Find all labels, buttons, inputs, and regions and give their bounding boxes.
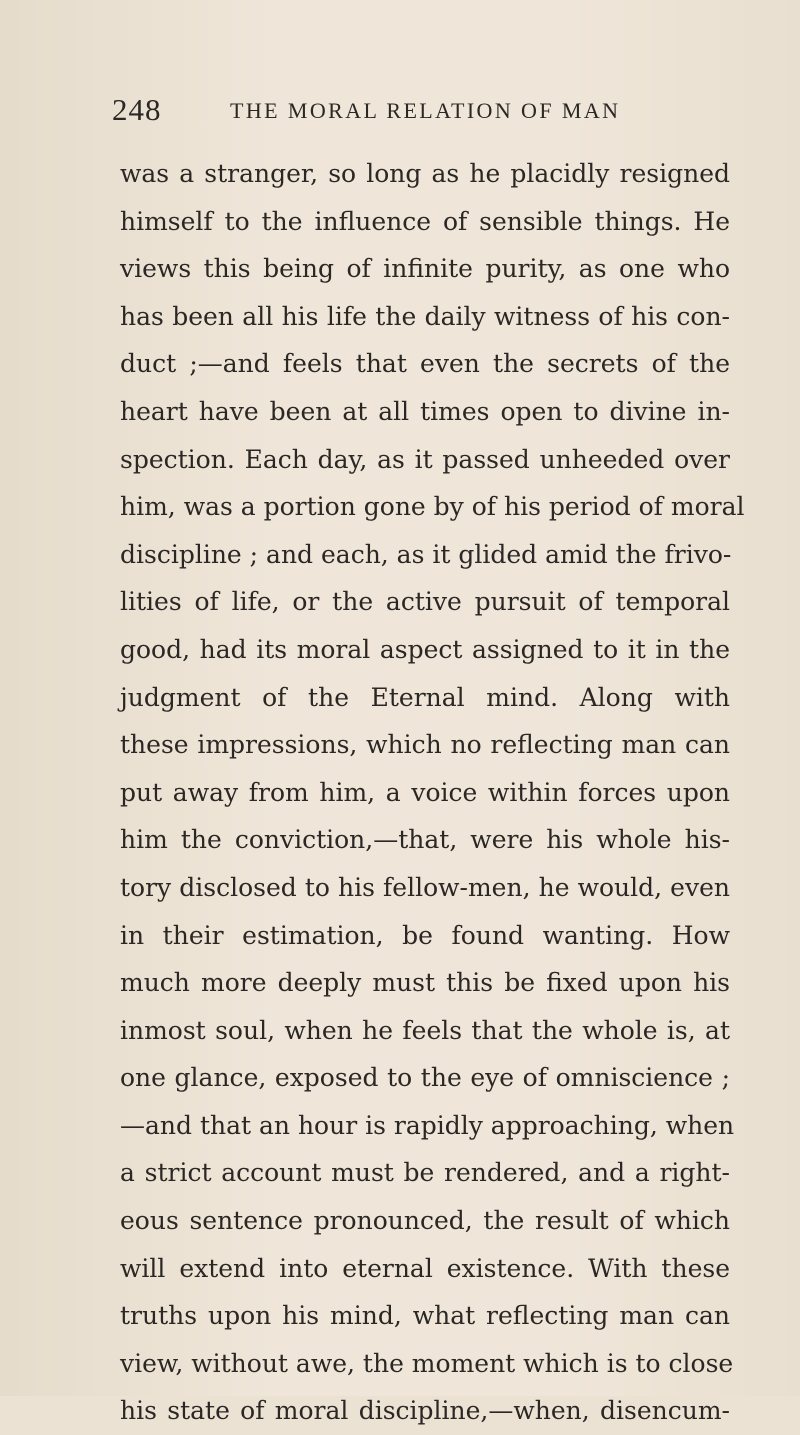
page-number: 248 xyxy=(112,92,162,127)
text-line: judgment of the Eternal mind. Along with xyxy=(120,682,730,712)
text-line: was a stranger, so long as he placidly resigned xyxy=(120,159,730,188)
text-line: view, without awe, the moment which is to close xyxy=(120,1348,734,1378)
text-line: —and that an hour is rapidly approaching, when xyxy=(120,1110,735,1140)
text-line: him, was a portion gone by of his period of moral xyxy=(120,492,745,522)
text-line: much more deeply must this be fixed upon his xyxy=(120,968,730,998)
text-line: his state of moral discipline,—when, disencum- xyxy=(120,1396,730,1426)
text-line: lities of life, or the active pursuit of temporal xyxy=(120,587,730,617)
text-line: spection. Each day, as it passed unheeded over xyxy=(120,444,730,474)
text-line: in their estimation, be found wanting. How xyxy=(120,920,730,950)
text-line: discipline ; and each, as it glided amid the frivo- xyxy=(120,539,732,569)
text-line: these impressions, which no reflecting man can xyxy=(120,730,730,760)
text-line: truths upon his mind, what reflecting man can xyxy=(120,1301,730,1331)
text-line: inmost soul, when he feels that the whole is, at xyxy=(120,1015,730,1045)
text-line: him the conviction,—that, were his whole his- xyxy=(120,825,730,855)
text-line: duct ;—and feels that even the secrets of the xyxy=(120,349,730,379)
running-head xyxy=(0,92,800,132)
text-line: put away from him, a voice within forces upon xyxy=(120,777,730,807)
text-line: views this being of infinite purity, as one who xyxy=(120,254,730,284)
text-line: eous sentence pronounced, the result of which xyxy=(120,1206,730,1236)
body-text xyxy=(120,150,745,1435)
text-line: tory disclosed to his fellow-men, he would, even xyxy=(120,872,730,902)
running-title: THE MORAL RELATION OF MAN xyxy=(230,98,621,123)
text-line: will extend into eternal existence. With these xyxy=(120,1253,730,1283)
text-line: a strict account must be rendered, and a right- xyxy=(120,1158,730,1188)
text-line: has been all his life the daily witness of his con- xyxy=(120,301,730,331)
text-line: good, had its moral aspect assigned to it in the xyxy=(120,634,730,664)
text-line: himself to the influence of sensible things. He xyxy=(120,206,730,236)
text-line: one glance, exposed to the eye of omniscience ; xyxy=(120,1063,730,1093)
text-line: heart have been at all times open to divine in- xyxy=(120,396,730,426)
